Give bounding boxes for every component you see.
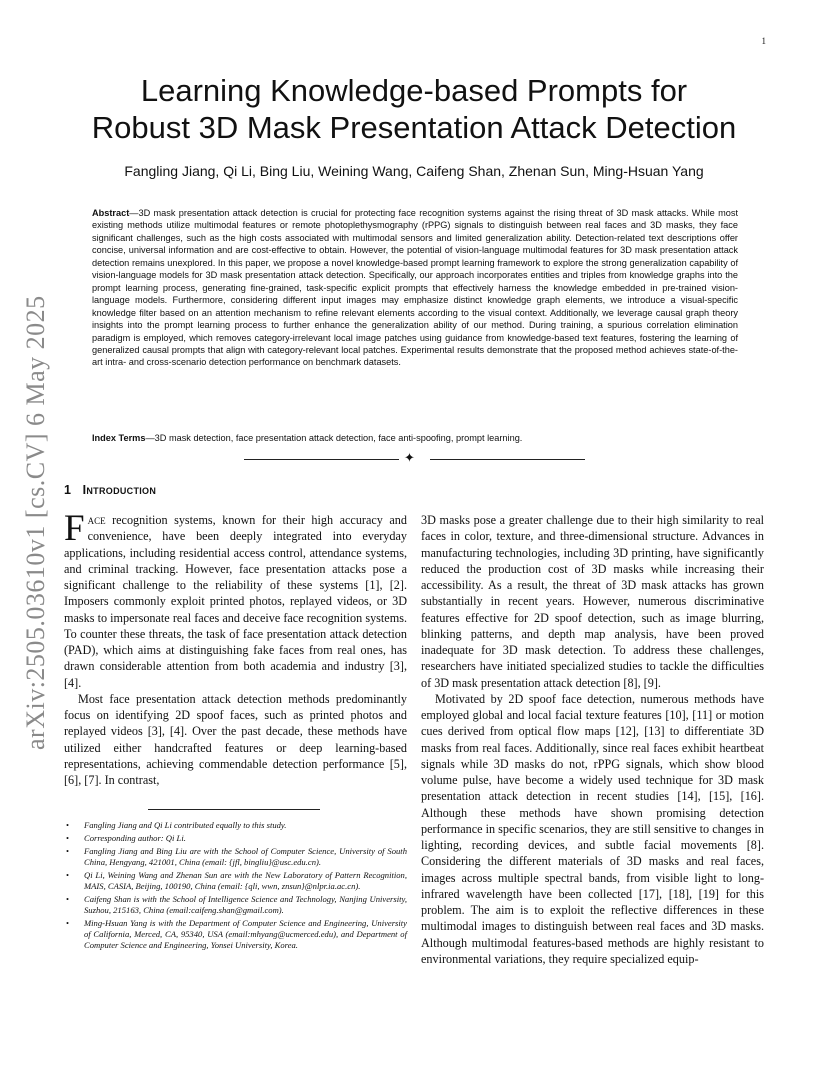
paper-title — [60, 72, 768, 146]
intro-paragraph-3: 3D masks pose a greater challenge due to their high similarity to real faces in color, texture, and three-dimensional structure. Advances in manufacturing technologies, including 3D printing, have significantly reduced the production cost of 3D masks while increasing their accessibility. As a result, the threat of 3D mask attacks has grown substantially in recent years. However, numerous discriminative features effective for 2D spoof detection, such as image blurring, blinking patterns, and depth map analysis, have been proved inadequate for 3D mask detection. To address these challenges, researchers have initiated specialized studies to tackle the difficulties of 3D mask presentation attack detection [8], [9]. — [421, 513, 764, 690]
index-terms-text: —3D mask detection, face presentation attack detection, face anti-spoofing, prompt learning. — [145, 433, 523, 443]
section-title: Introduction — [82, 483, 157, 497]
title-line-1: Learning Knowledge-based Prompts for — [140, 73, 688, 108]
lead-smallcaps: ace — [87, 513, 106, 527]
abstract-text: —3D mask presentation attack detection is crucial for protecting face recognition systems against the rising threat of 3D mask attacks. While most existing methods utilize multimodal features or remote photoplethysmography (rPPG) signals to distinguish between real faces and 3D masks, they face significant challenges, such as the high costs associated with multimodal sensors and limited generalization ability. Detection-related text descriptions offer concise, universal information and are cost-effective to obtain. However, the potential of vision-language multimodal features for 3D mask presentation attack detection remains unexplored. In this paper, we propose a novel knowledge-based prompt learning framework to explore the strong generalization capability of vision-language models for 3D mask presentation attack detection. Specifically, our approach incorporates entities and triples from knowledge graphs into the prompt learning process, generating fine-grained, task-specific explicit prompts that effectively harness the knowledge embedded in pre-trained vision-language models. Furthermore, considering different input images may emphasize distinct knowledge graph elements, we introduce a visual-specific knowledge filter based on an attention mechanism to refine relevant elements according to the visual context. Additionally, we leverage causal graph theory insights into the prompt learning process to further enhance the generalization ability of our method. During training, a spurious correlation elimination paradigm is employed, which removes category-irrelevant local image patches using guidance from knowledge-based text features, fostering the learning of generalized causal prompts that align with category-relevant local patches. Experimental results demonstrate that the proposed method achieves state-of-the-art intra- and cross-scenario detection performance on benchmark datasets. — [92, 208, 738, 368]
footnote-rule — [148, 809, 320, 810]
right-column — [421, 512, 764, 967]
page-number: 1 — [761, 36, 766, 46]
footnote-item: • Qi Li, Weining Wang and Zhenan Sun are with the New Laboratory of Pattern Recognition, MAIS, CASIA, Beijing, 100190, China (email: {qli, wwn, znsun}@nlpr.ia.ac.cn). — [64, 870, 407, 892]
footnotes — [64, 820, 407, 953]
paragraph-text: recognition systems, known for their high accuracy and convenience, have been deeply integrated into everyday applications, including residential access control, attendance systems, and criminal tracking. However, face presentation attacks pose a significant challenge to the reliability of these systems [1], [2]. Imposers commonly exploit printed photos, replayed videos, or 3D masks to impersonate real faces and deceive face recognition systems. To counter these threats, the task of face presentation attack detection (PAD), which aims at distinguishing fake faces from real ones, has drawn considerable attention from both academia and industry [3], [4]. — [64, 513, 407, 690]
intro-paragraph-2: Most face presentation attack detection methods predominantly focus on identifying 2D spoof faces, such as printed photos and replayed videos [3], [4]. Over the past decade, these methods have utilized either handcrafted features or deep learning-based representations, achieving commendable detection performance [5], [6], [7]. In contrast, — [64, 691, 407, 787]
arxiv-identifier: arXiv:2505.03610v1 [cs.CV] 6 May 2025 — [21, 295, 50, 750]
divider-rule-left — [244, 459, 399, 460]
intro-paragraph-4: Motivated by 2D spoof face detection, numerous methods have employed global and local facial texture features [10], [11] or motion cues derived from optical flow maps [12], [13] to differentiate 3D masks from real faces. Additionally, since real faces exhibit heartbeat signals while 3D masks do not, rPPG signals, which show blood volume pulse, have become a widely used technique for 3D mask presentation attack detection in recent studies [14], [15], [16]. Although these methods have shown promising detection performance in specific scenarios, they are still sensitive to changes in lighting, recording devices, and subtle facial movements [8]. Considering the different materials of 3D masks and real faces, images across multiple spectral bands, from visible light to long-infrared wavelength have been collected [17], [18], [19] for this problem. The aim is to exploit the reflective differences in these multimodal images to distinguish between real faces and 3D masks. Although multimodal features-based methods are highly resistant to environmental variations, they require specialized equip- — [421, 691, 764, 966]
section-number: 1 — [64, 483, 72, 497]
abstract — [92, 207, 738, 369]
footnote-item: • Fangling Jiang and Bing Liu are with the School of Computer Science, University of South China, Hengyang, 421001, China (email: {jfl, bingliu}@usc.edu.cn). — [64, 846, 407, 868]
title-line-2: Robust 3D Mask Presentation Attack Detection — [91, 110, 737, 145]
index-terms — [92, 432, 738, 444]
footnote-item: • Fangling Jiang and Qi Li contributed equally to this study. — [64, 820, 407, 831]
author-list: Fangling Jiang, Qi Li, Bing Liu, Weining Wang, Caifeng Shan, Zhenan Sun, Ming-Hsuan Yang — [124, 163, 704, 179]
footnote-item: • Ming-Hsuan Yang is with the Department of Computer Science and Engineering, University of California, Merced, CA, 95340, USA (email:mhyang@ucmerced.edu), and Department of Computer Science and Engineering, Yonsei University, Korea. — [64, 918, 407, 951]
abstract-label: Abstract — [92, 208, 130, 218]
index-terms-label: Index Terms — [92, 433, 146, 443]
divider-rule-right — [430, 459, 585, 460]
divider-diamond-icon: ✦ — [404, 451, 415, 466]
drop-cap: F — [64, 508, 85, 549]
footnote-item: • Caifeng Shan is with the School of Intelligence Science and Technology, Nanjing University, Suzhou, 215163, China (email:caifeng.shan@gmail.com). — [64, 894, 407, 916]
section-heading — [64, 483, 156, 497]
left-column — [64, 508, 407, 788]
intro-paragraph-1 — [64, 508, 407, 691]
footnote-item: • Corresponding author: Qi Li. — [64, 833, 407, 844]
